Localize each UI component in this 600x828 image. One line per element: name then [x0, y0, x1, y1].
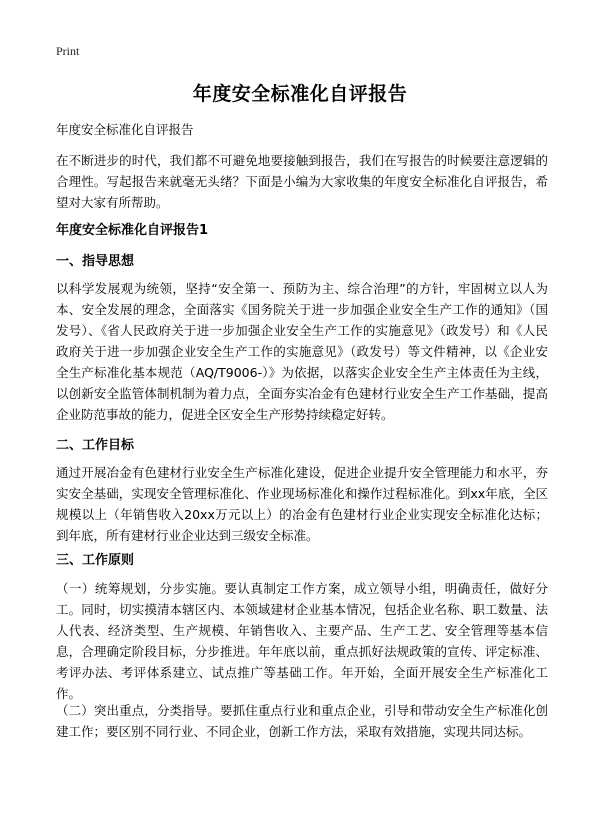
print-label[interactable]: Print [56, 44, 80, 58]
report-heading: 年度安全标准化自评报告1 [56, 223, 209, 238]
document-subtitle: 年度安全标准化自评报告 [56, 122, 194, 137]
section-heading: 二、工作目标 [56, 438, 135, 453]
section-paragraph: （一）统筹规划，分步实施。要认真制定工作方案，成立领导小组，明确责任，做好分工。同时，切实摸清本辖区内、本领域建材企业基本情况，包括企业名称、职工数量、法人代表、经济类型、生产规模、年销售收入、主要产品、生产工艺、安全管理等基本信息，合理确定阶段目标，分步推进。年年底以前，重点抓好法规政策的宣传、评定标准、考评办法、考评体系建立、试点推广等基础工作。年开始，全面开展安全生产标准化工作。 [56, 581, 548, 701]
section-heading: 三、工作原则 [56, 553, 135, 568]
section-paragraph: 通过开展冶金有色建材行业安全生产标准化建设，促进企业提升安全管理能力和水平，夯实安全基础，实现安全管理标准化、作业现场标准化和操作过程标准化。到xx年底，全区规模以上（年销售收入20xx万元以上）的冶金有色建材行业企业实现安全标准化达标；到年底，所有建材行业企业达到三级安全标准。 [56, 465, 548, 543]
section-paragraph: 以科学发展观为统领，坚持“安全第一、预防为主、综合治理”的方针，牢固树立以人为本、安全发展的理念，全面落实《国务院关于进一步加强企业安全生产工作的通知》（国发号）、《省人民政府关于进一步加强企业安全生产工作的实施意见》（政发号）和《人民政府关于进一步加强企业安全生产工作的实施意见》（政发号）等文件精神，以《企业安全生产标准化基本规范（AQ/T9006-）》为依据，以落实企业安全生产主体责任为主线，以创新安全监管体制机制为着力点，全面夯实冶金有色建材行业安全生产工作基础，提高企业防范事故的能力，促进全区安全生产形势持续稳定好转。 [56, 281, 548, 422]
intro-paragraph: 在不断进步的时代，我们都不可避免地要接触到报告，我们在写报告的时候要注意逻辑的合理性。写起报告来就毫无头绪？下面是小编为大家收集的年度安全标准化自评报告，希望对大家有所帮助。 [56, 153, 548, 210]
section-paragraph: （二）突出重点，分类指导。要抓住重点行业和重点企业，引导和带动安全生产标准化创建工作；要区别不同行业、不同企业，创新工作方法，采取有效措施，实现共同达标。 [56, 703, 548, 739]
section-heading: 一、指导思想 [56, 254, 135, 269]
document-title: 年度安全标准化自评报告 [192, 83, 408, 105]
